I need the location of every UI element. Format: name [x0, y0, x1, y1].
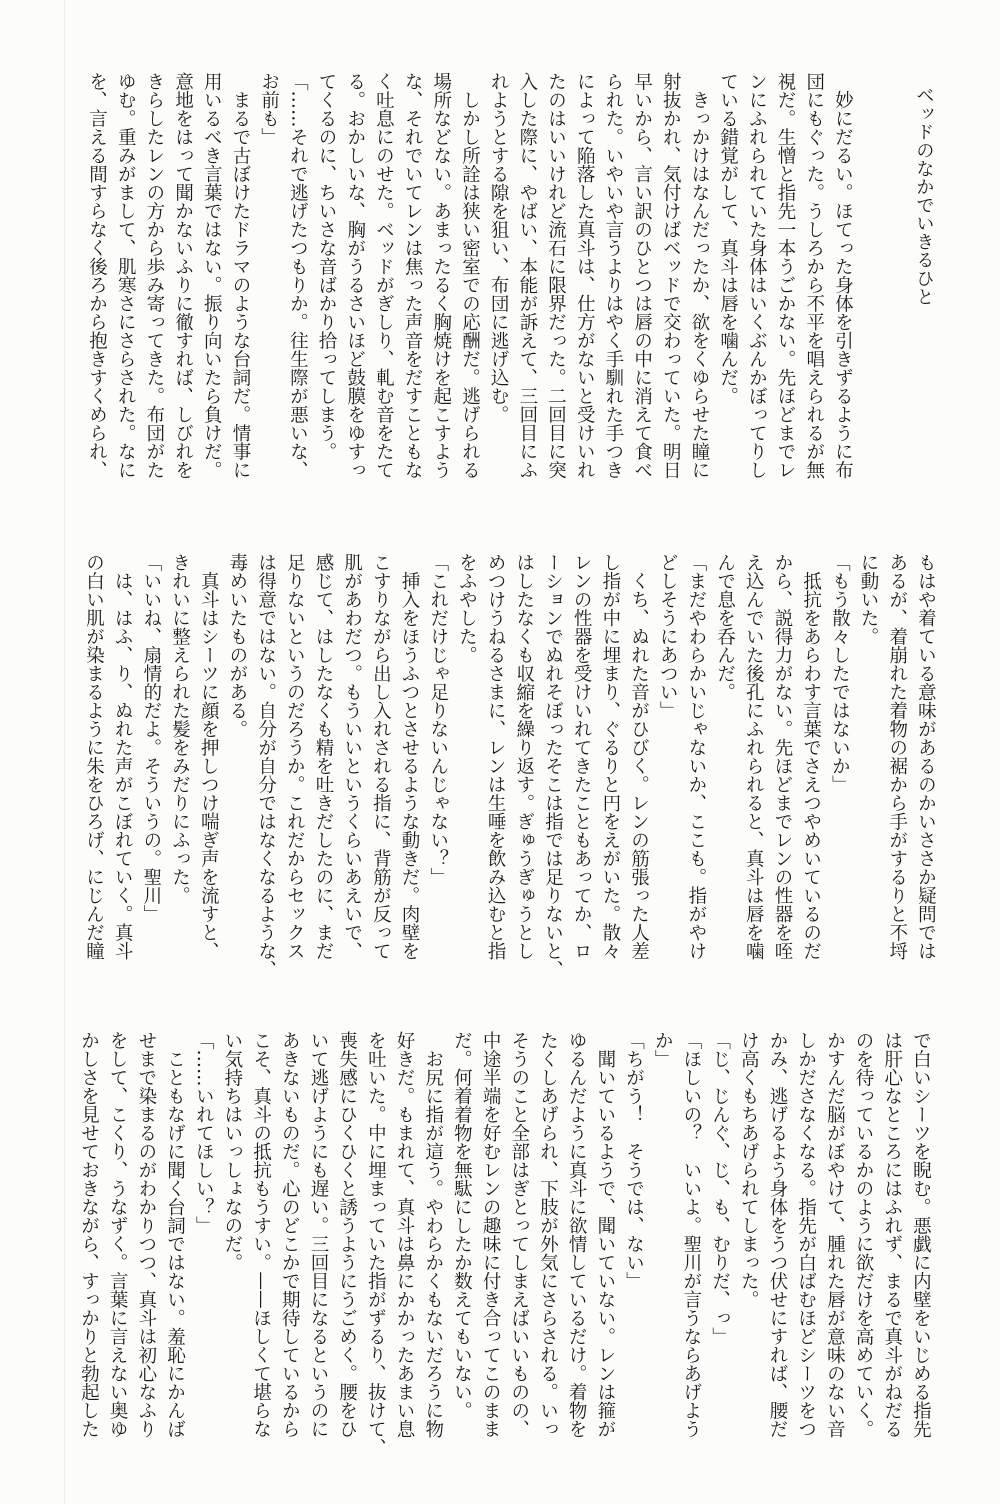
text-column: こそ、真斗の抵抗もうすい。——ほしくて堪らな	[250, 1031, 272, 1438]
text-column: 「ほしいの？ いいよ。聖川が言うならあげよう	[680, 1031, 702, 1438]
text-column: きらしたレンの方から歩み寄ってきた。布団がた	[143, 72, 165, 479]
text-column: ている錯覚がして、真斗は唇を噛んだ。	[717, 72, 739, 405]
text-column: は肝心なところにはふれず、まるで真斗がねだる	[881, 1031, 903, 1438]
text-column: え込んでいた後孔にふれられると、真斗は唇を噛	[743, 553, 765, 960]
text-column: で白いシーツを睨む。悪戯に内壁をいじめる指先	[910, 1031, 932, 1438]
text-column: てくるのに、ちいさな音ばかり拾ってしまう。	[316, 72, 338, 461]
text-column: な、それでいてレンは焦った声音をだすこともな	[402, 72, 424, 479]
text-column: こともなげに聞く台詞ではない。羞恥にかんば	[164, 1031, 186, 1438]
text-column: 「ちがう！ そうでは、ない」	[623, 1031, 645, 1290]
text-column: をして、こくり、うなずく。言葉に言えない奥ゆ	[107, 1031, 129, 1438]
text-column: くち、ぬれた音がひびく。レンの筋張った人差	[628, 553, 650, 960]
text-column: をふやした。	[456, 553, 478, 664]
text-column: は、はふ、り、ぬれた声がこぼれていく。真斗	[112, 553, 134, 960]
text-column: け高くもちあげられてしまった。	[738, 1031, 760, 1309]
text-column: によって陥落した真斗は、仕方がないと受けいれ	[574, 72, 596, 479]
text-column: く吐息にのせた。ベッドがぎしり、軋む音をたて	[373, 72, 395, 479]
text-column: お前も」	[258, 72, 280, 146]
text-column: 「これだけじゃ足りないんじゃない？」	[427, 553, 449, 886]
text-column: かしさを見せておきながら、すっかりと勃起した	[78, 1031, 100, 1438]
text-column: 視だ。生憎と指先一本うごかない。先ほどまでレ	[775, 72, 797, 479]
text-column: 感じて、はしたなくも精を吐きだしたのに、まだ	[312, 553, 334, 960]
text-column: 挿入をほうふつとさせるような動きだ。肉壁を	[399, 553, 421, 960]
text-column: れようとする隙を狙い、布団に逃げ込む。	[488, 72, 510, 424]
text-column: 喪失感にひくひくと誘うようにうごめく。腰をひ	[336, 1031, 358, 1438]
story-title: ベッドのなかでいきるひと	[913, 86, 935, 306]
text-column: んで息を呑んだ。	[714, 553, 736, 701]
text-column: お尻に指が這う。やわらかくもないだろうに物	[422, 1031, 444, 1438]
text-column: ゆるんだように真斗に欲情しているだけ。着物を	[566, 1031, 588, 1438]
text-column: きれいに整えられた髪をみだりにふった。	[169, 553, 191, 905]
text-column: あきないものだ。心のどこかで期待しているから	[279, 1031, 301, 1438]
text-column: 入した際に、やばい、本能が訴えて、三回目にふ	[516, 72, 538, 479]
text-column: 意地をはって聞かないふりに徹すれば、しびれを	[172, 72, 194, 479]
text-column: せまで染まるのがわかりつつ、真斗は初心なふり	[135, 1031, 157, 1438]
text-column: し指が中に埋まり、ぐるりと円をえがいた。散々	[599, 553, 621, 960]
text-column: 聞いているようで、聞いていない。レンは箍が	[594, 1031, 616, 1438]
text-column: いて逃げようにも遅い。三回目になるというのに	[307, 1031, 329, 1438]
text-column: 抵抗をあらわす言葉でさえつやめいているのだ	[800, 553, 822, 960]
text-column: 射抜かれ、気付けばベッドで交わっていた。明日	[660, 72, 682, 479]
text-column: 「……いれてほしい？」	[193, 1031, 215, 1235]
text-column: に動いた。	[858, 553, 880, 646]
text-column: しかださなくなる。指先が白ばむほどシーツをつ	[795, 1031, 817, 1438]
text-section-middle	[79, 553, 940, 983]
text-column: 場所などない。あまったるく胸焼けを起こすよう	[430, 72, 452, 479]
text-column: 毒めいたものがある。	[226, 553, 248, 738]
text-column: は得意ではない。自分が自分ではなくなるような、	[255, 553, 277, 979]
text-column: ゆむ。重みがまして、肌寒さにさらされた。なに	[115, 72, 137, 479]
text-column: こすりながら出し入れされる指に、背筋が反って	[370, 553, 392, 960]
text-column: 妙にだるい。ほてった身体を引きずるように布	[832, 72, 854, 479]
text-column: い気持ちはいっしょなのだ。	[221, 1031, 243, 1272]
text-column: の白い肌が染まるように朱をひろげ、にじんだ瞳	[83, 553, 105, 960]
text-column: ンにふれられていた身体はいくぶんかぼってりし	[746, 72, 768, 479]
text-column: 用いるべき言葉ではない。振り向いたら負けだ。	[201, 72, 223, 479]
text-column: る。おかしいな、胸がうるさいほど鼓膜をゆすっ	[344, 72, 366, 479]
text-column: から、説得力がない。先ほどまでレンの性器を咥	[771, 553, 793, 960]
text-column: 真斗はシーツに顔を押しつけ喘ぎ声を流すと、	[198, 553, 220, 960]
text-column: かすんだ脳がぼやけて、腫れた唇が意味のない音	[824, 1031, 846, 1438]
text-column: しかし所詮は狭い密室での応酬だ。逃げられる	[459, 72, 481, 479]
text-column: かみ、逃げるよう身体をうつ伏せにすれば、腰だ	[766, 1031, 788, 1438]
text-column: 団にもぐった。うしろから不平を唱えられるが無	[803, 72, 825, 479]
text-column: られた。いやいや言うよりはやく手馴れた手つき	[602, 72, 624, 479]
text-section-top	[82, 72, 857, 502]
text-column: ーションでぬれそぼったそこは指では足りないと、	[542, 553, 564, 979]
text-column: もはや着ている意味があるのかいささか疑問では	[915, 553, 937, 960]
text-column: 「じ、じんぐ、じ、も、むりだ、っ」	[709, 1031, 731, 1346]
scan-page-edge	[64, 0, 65, 1504]
text-column: たのはいいけれど流石に限界だった。二回目に突	[545, 72, 567, 479]
text-column: レンの性器を受けいれてきたこともあってか、ロ	[571, 553, 593, 960]
text-column: まるで古ぼけたドラマのような台詞だ。情事に	[229, 72, 251, 479]
text-column: 中途半端を好むレンの趣味に付き合ってこのまま	[480, 1031, 502, 1438]
text-column: 足りないというのだろうか。これだからセックス	[284, 553, 306, 960]
text-column: だ。何着着物を無駄にしたか数えてもいない。	[451, 1031, 473, 1420]
text-column: を吐いた。中に埋まっていた指がずるり、抜けて、	[365, 1031, 387, 1457]
text-column: めつけうねるさまに、レンは生唾を飲み込むと指	[485, 553, 507, 960]
text-column: のを待っているかのように欲だけを高めていく。	[853, 1031, 875, 1438]
text-column: どしそうにあつい」	[657, 553, 679, 720]
text-column: か」	[652, 1031, 674, 1068]
text-column: を、言える間すらなく後ろから抱きすくめられ、	[86, 72, 108, 479]
text-column: はしたなくも収縮を繰り返す。ぎゅうぎゅうとし	[513, 553, 535, 960]
text-column: 「まだやわらかいじゃないか、ここも。指がやけ	[685, 553, 707, 960]
text-section-bottom	[74, 1031, 935, 1461]
text-column: あるが、着崩れた着物の裾から手がするりと不埒	[886, 553, 908, 960]
text-column: 肌があわだつ。もういいというくらいあえいで、	[341, 553, 363, 960]
text-column: 早いから、言い訳のひとつは唇の中に消えて食べ	[631, 72, 653, 479]
text-column: そうのこと全部はぎとってしまえばいいものの、	[508, 1031, 530, 1438]
text-column: 「もう散々したではないか」	[829, 553, 851, 794]
text-column: たくしあげられ、下肢が外気にさらされる。いっ	[537, 1031, 559, 1438]
text-column: 「……それで逃げたつもりか。往生際が悪いな、	[287, 72, 309, 479]
text-column: 「いいね、扇情的だよ。そういうの。聖川」	[140, 553, 162, 923]
text-column: きっかけはなんだったか、欲をくゆらせた瞳に	[688, 72, 710, 479]
text-column: 好きだ。もまれて、真斗は鼻にかかったあまい息	[394, 1031, 416, 1438]
